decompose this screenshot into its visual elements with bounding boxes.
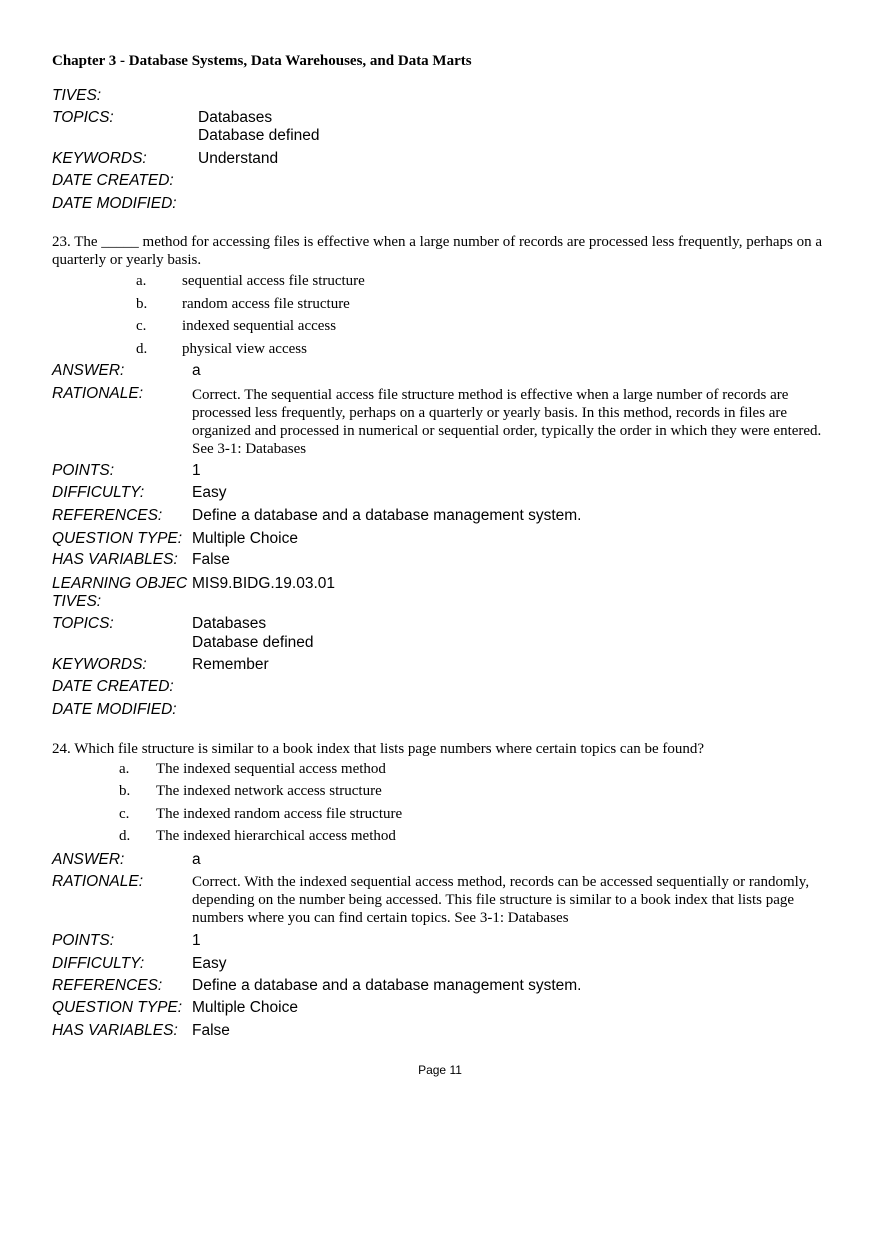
chapter-title: Chapter 3 - Database Systems, Data Warehouses, and Data Marts [52, 53, 472, 69]
topic-value: Database defined [192, 634, 314, 651]
option-text: The indexed random access file structure [156, 806, 403, 822]
page-number: Page 11 [418, 1063, 462, 1077]
rationale-text: Correct. With the indexed sequential access method, records can be accessed sequentially or randomly, depending on the number being accessed. This file structure is similar to a book index that lists page numbers where you can find certain topics. See 3-1: Databases [192, 874, 810, 926]
tives-label: TIVES: [52, 87, 102, 104]
difficulty-value: Easy [192, 955, 227, 972]
topic-value: Database defined [198, 127, 320, 144]
option-letter: b. [119, 783, 131, 799]
date-created-label: DATE CREATED: [52, 678, 174, 695]
date-modified-label: DATE MODIFIED: [52, 195, 177, 212]
topic-value: Databases [192, 615, 267, 632]
option-letter: b. [136, 296, 148, 312]
rationale-label: RATIONALE: [52, 385, 144, 402]
option-letter: c. [119, 806, 130, 822]
tives-label: TIVES: [52, 593, 102, 610]
references-label: REFERENCES: [52, 977, 163, 994]
answer-value: a [192, 851, 201, 868]
learning-objectives-label: LEARNING OBJEC [52, 575, 188, 592]
has-variables-value: False [192, 551, 230, 568]
rationale-text: Correct. The sequential access file structure method is effective when a large number of records are processed less frequently, perhaps on a quarterly or yearly basis. In this method, records in files are organized and processed in numerical or sequential order, typically the order in which they were entered. See 3-1: Databases [192, 387, 822, 457]
references-value: Define a database and a database management system. [192, 507, 582, 524]
points-value: 1 [192, 932, 201, 949]
option-text: physical view access [182, 341, 307, 357]
learning-objectives-value: MIS9.BIDG.19.03.01 [192, 575, 336, 592]
question-type-value: Multiple Choice [192, 530, 298, 547]
option-text: The indexed network access structure [156, 783, 382, 799]
option-text: sequential access file structure [182, 273, 365, 289]
question-type-label: QUESTION TYPE: [52, 999, 183, 1016]
rationale-label: RATIONALE: [52, 873, 144, 890]
points-value: 1 [192, 462, 201, 479]
option-text: indexed sequential access [182, 318, 337, 334]
has-variables-label: HAS VARIABLES: [52, 551, 178, 568]
keywords-label: KEYWORDS: [52, 656, 147, 673]
keywords-label: KEYWORDS: [52, 150, 147, 167]
has-variables-label: HAS VARIABLES: [52, 1022, 178, 1039]
difficulty-value: Easy [192, 484, 227, 501]
option-letter: d. [119, 828, 131, 844]
has-variables-value: False [192, 1022, 230, 1039]
keywords-value: Understand [198, 150, 279, 167]
question-23-text: 23. The _____ method for accessing files is effective when a large number of records are processed less frequently, perhaps on a quarterly or yearly basis. [52, 234, 823, 268]
option-text: The indexed hierarchical access method [156, 828, 396, 844]
option-letter: a. [136, 273, 147, 289]
points-label: POINTS: [52, 462, 115, 479]
difficulty-label: DIFFICULTY: [52, 484, 145, 501]
option-letter: c. [136, 318, 147, 334]
date-modified-label: DATE MODIFIED: [52, 701, 177, 718]
option-text: The indexed sequential access method [156, 761, 386, 777]
option-letter: d. [136, 341, 148, 357]
references-value: Define a database and a database management system. [192, 977, 582, 994]
answer-label: ANSWER: [52, 362, 125, 379]
option-text: random access file structure [182, 296, 350, 312]
topics-label: TOPICS: [52, 109, 114, 126]
points-label: POINTS: [52, 932, 115, 949]
keywords-value: Remember [192, 656, 269, 673]
question-type-value: Multiple Choice [192, 999, 298, 1016]
references-label: REFERENCES: [52, 507, 163, 524]
difficulty-label: DIFFICULTY: [52, 955, 145, 972]
option-letter: a. [119, 761, 130, 777]
answer-value: a [192, 362, 201, 379]
date-created-label: DATE CREATED: [52, 172, 174, 189]
answer-label: ANSWER: [52, 851, 125, 868]
question-24-text: 24. Which file structure is similar to a book index that lists page numbers where certain topics can be found? [52, 741, 705, 757]
topic-value: Databases [198, 109, 273, 126]
question-type-label: QUESTION TYPE: [52, 530, 183, 547]
topics-label: TOPICS: [52, 615, 114, 632]
